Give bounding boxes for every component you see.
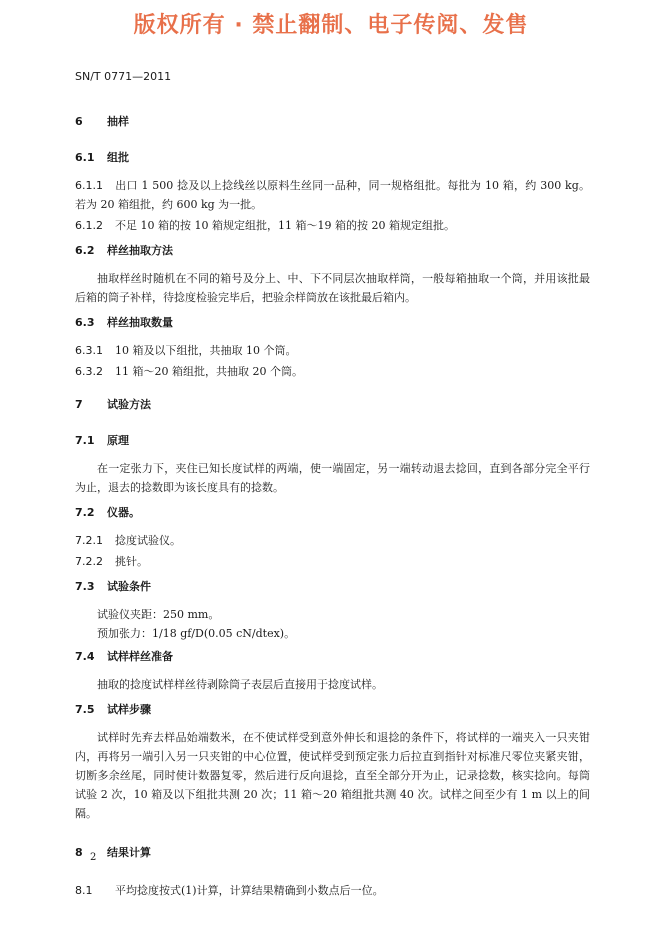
test-condition-clamp-distance: 试验仪夹距：250 mm。 [97,608,220,621]
section-6-3-heading [75,315,590,331]
section-number: 6.2 [75,244,95,257]
clause-number: 6.1.1 [75,179,103,192]
section-number: 7.1 [75,434,95,447]
clause-number: 6.1.2 [75,219,103,232]
section-title: 试验条件 [107,580,151,593]
section-7-1-heading [75,433,590,449]
section-title: 试样样丝准备 [107,650,173,663]
section-title: 仪器。 [107,506,140,519]
clause-8-1 [75,881,590,900]
section-title: 样丝抽取方法 [107,244,173,257]
section-number: 7 [75,398,83,411]
document-body [75,114,590,902]
section-title: 原理 [107,434,129,447]
section-number: 7.3 [75,580,95,593]
clause-6-1-2 [75,216,590,235]
section-title: 试验方法 [107,398,151,411]
section-6-2-heading [75,243,590,259]
section-7-2-heading [75,505,590,521]
clause-number: 7.2.1 [75,534,103,547]
clause-7-2-2 [75,552,590,571]
clause-number: 6.3.2 [75,365,103,378]
clause-number: 6.3.1 [75,344,103,357]
section-title: 试样步骤 [107,703,151,716]
section-number: 7.2 [75,506,95,519]
section-title: 结果计算 [107,846,151,859]
paragraph-7-4: 抽取的捻度试样样丝待剥除筒子表层后直接用于捻度试样。 [97,678,383,691]
section-title: 抽样 [107,115,129,128]
section-number: 7.5 [75,703,95,716]
section-number: 6.3 [75,316,95,329]
section-7-5-heading [75,702,590,718]
document-number: SN/T 0771—2011 [75,70,172,83]
section-number: 6.1 [75,151,95,164]
clause-text: 10 箱及以下组批，共抽取 10 个筒。 [115,344,297,357]
section-7-4-heading [75,649,590,665]
paragraph-7-1: 在一定张力下，夹住已知长度试样的两端，使一端固定，另一端转动退去捻回，直到各部分完全平行为止，退去的捻数即为该长度具有的捻数。 [75,462,590,494]
paragraph-7-5: 试样时先弃去样品始端数米，在不使试样受到意外伸长和退捻的条件下，将试样的一端夹入一只夹钳内，再将另一端引入另一只夹钳的中心位置，使试样受到预定张力后拉直到指针对标准尺零位夹紧夹钳，切断多余丝尾，同时使计数器复零，然后进行反向退捻，直至全部分开为止，记录捻数，核实捻向。每筒试验 2 次，10 箱及以下组批共测 20 次；11 箱～20 箱组批共测 40 次。试样之间至少有 1 m 以上的间隔。 [75,731,590,820]
clause-6-1-1 [75,176,590,214]
clause-text: 平均捻度按式(1)计算，计算结果精确到小数点后一位。 [115,884,384,897]
section-6-1-heading [75,150,590,166]
clause-7-2-1 [75,531,590,550]
copyright-watermark: 版权所有 · 禁止翻制、电子传阅、发售 [133,13,529,38]
clause-6-3-2 [75,362,590,381]
clause-number: 8.1 [75,884,93,897]
section-title: 样丝抽取数量 [107,316,173,329]
clause-number: 7.2.2 [75,555,103,568]
clause-text: 捻度试验仪。 [115,534,181,547]
section-6-heading [75,114,590,130]
test-condition-pretension: 预加张力：1/18 gf/D(0.05 cN/dtex)。 [97,627,296,640]
section-number: 8 [75,846,83,859]
clause-text: 挑针。 [115,555,148,568]
section-number: 7.4 [75,650,95,663]
clause-text: 11 箱～20 箱组批，共抽取 20 个筒。 [115,365,303,378]
section-title: 组批 [107,151,129,164]
clause-text: 出口 1 500 捻及以上捻线丝以原料生丝同一品种，同一规格组批。每批为 10 箱，约 300 kg。若为 20 箱组批，约 600 kg 为一批。 [75,179,590,211]
clause-6-3-1 [75,341,590,360]
section-7-heading [75,397,590,413]
section-number: 6 [75,115,83,128]
section-8-heading [75,845,590,861]
clause-text: 不足 10 箱的按 10 箱规定组批，11 箱～19 箱的按 20 箱规定组批。 [115,219,455,232]
page-number: 2 [90,852,97,863]
paragraph-6-2: 抽取样丝时随机在不同的箱号及分上、中、下不同层次抽取样筒，一般每箱抽取一个筒，并用该批最后箱的筒子补样，待捻度检验完毕后，把验余样筒放在该批最后箱内。 [75,272,590,304]
section-7-3-heading [75,579,590,595]
